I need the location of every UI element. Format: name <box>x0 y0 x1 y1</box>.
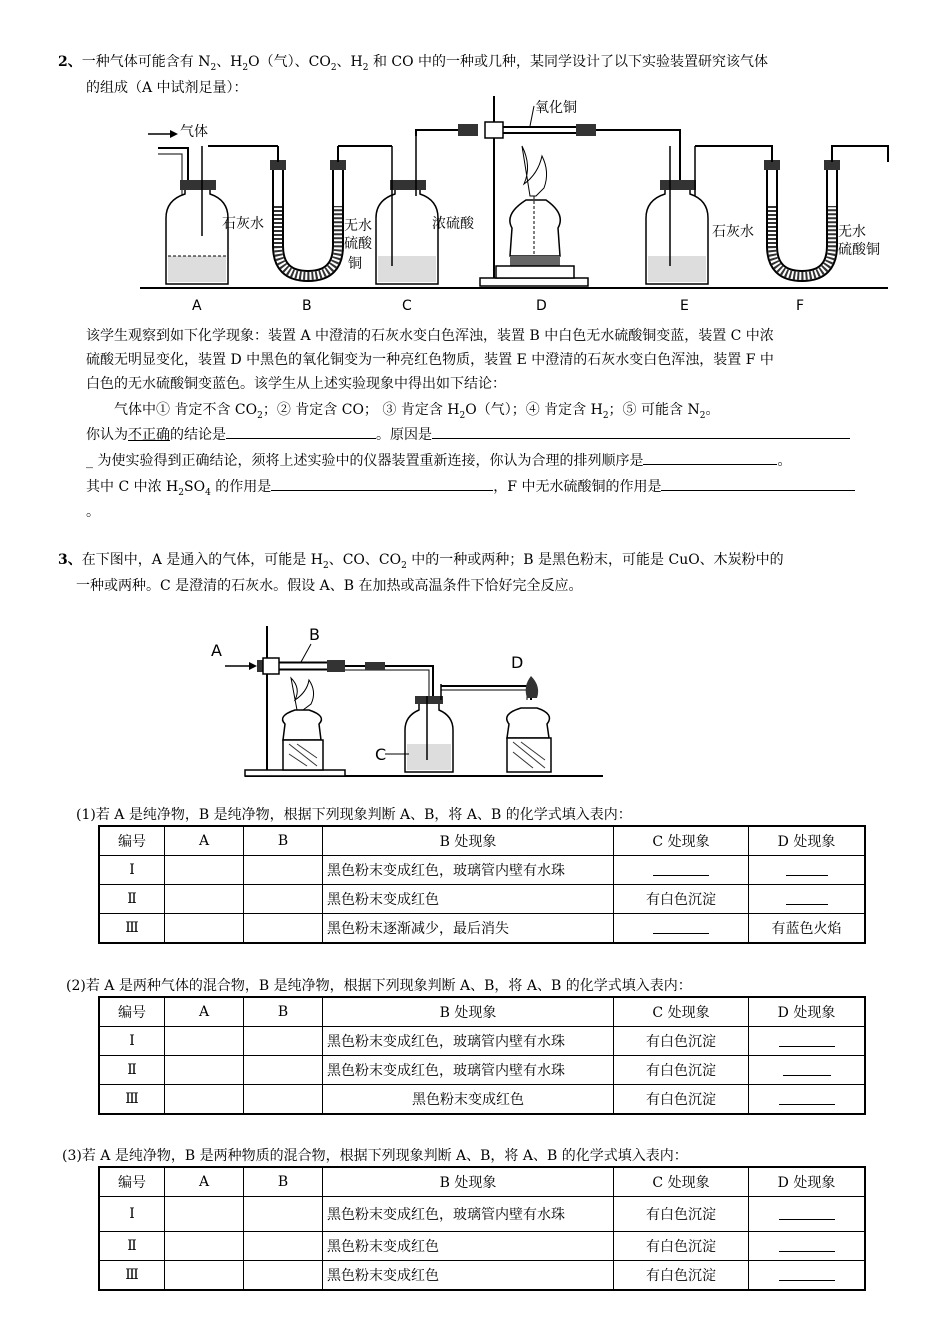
answer-cell-d[interactable] <box>749 1261 866 1291</box>
table-row <box>99 1027 865 1056</box>
conc-acid-label: 浓硫酸 <box>432 216 474 232</box>
letter-a: A <box>192 298 202 314</box>
q2-line-2: 的组成（A 中试剂足量）： <box>86 80 248 96</box>
header-a: A <box>165 826 244 856</box>
c-phenomenon: 有白色沉淀 <box>614 1232 749 1261</box>
answer-cell-b[interactable] <box>244 856 323 885</box>
header-no: 编号 <box>99 826 165 856</box>
question-line-4: 。 <box>86 504 100 520</box>
c-phenomenon: 有白色沉淀 <box>614 885 749 914</box>
letter-c: C <box>402 298 412 314</box>
row-number: Ⅲ <box>99 914 165 944</box>
answer-cell-a[interactable] <box>165 885 244 914</box>
answer-cell-c[interactable] <box>614 856 749 885</box>
conclusion-text: O（气）；④ 肯定含 H <box>465 402 603 418</box>
b-phenomenon: 黑色粉末逐渐减少，最后消失 <box>323 914 614 944</box>
answer-cell-a[interactable] <box>165 914 244 944</box>
row-number: Ⅰ <box>99 1197 165 1232</box>
table-part-2 <box>98 996 866 1115</box>
conclusion-text: 。 <box>705 402 720 418</box>
answer-cell-b[interactable] <box>244 1232 323 1261</box>
table-row <box>99 856 865 885</box>
header-c-phenomenon: C 处现象 <box>614 1167 749 1197</box>
table-row <box>99 1232 865 1261</box>
obs-line: 该学生观察到如下化学现象：装置 A 中澄清的石灰水变白色浑浊，装置 B 中白色无水硫酸铜变蓝，装置 C 中浓 <box>86 328 774 344</box>
b-phenomenon: 黑色粉末变成红色，玻璃管内壁有水珠 <box>323 1056 614 1085</box>
part-1-prompt: (1)若 A 是纯净物，B 是纯净物，根据下列现象判断 A、B，将 A、B 的化学式填入表内： <box>76 807 632 823</box>
header-b: B <box>244 1167 323 1197</box>
header-b: B <box>244 997 323 1027</box>
q2-text: 、H <box>336 54 363 70</box>
question-line-2 <box>86 450 791 471</box>
apparatus-figure-1 <box>140 96 890 316</box>
header-d-phenomenon: D 处现象 <box>749 826 866 856</box>
answer-blank-reason[interactable] <box>432 424 850 439</box>
answer-blank-acid-role[interactable] <box>271 476 493 491</box>
letter-d: D <box>536 298 547 314</box>
answer-cell-b[interactable] <box>244 1261 323 1291</box>
b-phenomenon: 黑色粉末变成红色，玻璃管内壁有水珠 <box>323 1197 614 1232</box>
answer-cell-d[interactable] <box>749 1085 866 1115</box>
conclusions-line: 气体中① 肯定不含 $CO_2$；② 肯定含 CO； ③ 肯定含 $H_2O$（气）；④ 肯定含 $H_2$；⑤ 可能含 $N_2$。 <box>114 402 720 421</box>
q-text: _ 为使实验得到正确结论，须将上述实验中的仪器装置重新连接，你认为合理的排列顺序是 <box>86 453 644 469</box>
header-d-phenomenon: D 处现象 <box>749 1167 866 1197</box>
header-b: B <box>244 826 323 856</box>
q-text: 。原因是 <box>376 427 432 443</box>
answer-cell-b[interactable] <box>244 885 323 914</box>
q-text: 。 <box>777 453 792 469</box>
letter-f: F <box>796 298 805 314</box>
answer-cell-d[interactable] <box>749 856 866 885</box>
table-header-row <box>99 997 865 1027</box>
answer-cell-a[interactable] <box>165 1197 244 1232</box>
limewater-label: 石灰水 <box>222 216 264 232</box>
table-row <box>99 1261 865 1291</box>
table-row <box>99 1085 865 1115</box>
row-number: Ⅱ <box>99 1232 165 1261</box>
q2-text: O（气）、CO <box>248 54 331 70</box>
header-d-phenomenon: D 处现象 <box>749 997 866 1027</box>
b-phenomenon: 黑色粉末变成红色 <box>323 1232 614 1261</box>
question-line-3: 其中 C 中浓 $H_2SO_4$ 的作用是 ，F 中无水硫酸铜的作用是 <box>86 476 855 503</box>
table-row <box>99 914 865 944</box>
q-text: 的结论是 <box>170 427 226 443</box>
q-text: SO <box>184 479 206 495</box>
answer-cell-a[interactable] <box>165 1232 244 1261</box>
header-a: A <box>165 1167 244 1197</box>
answer-cell-a[interactable] <box>165 856 244 885</box>
apparatus-figure-2 <box>205 620 605 782</box>
table-header-row <box>99 826 865 856</box>
answer-cell-b[interactable] <box>244 914 323 944</box>
answer-cell-b[interactable] <box>244 1027 323 1056</box>
c-phenomenon: 有白色沉淀 <box>614 1085 749 1115</box>
answer-cell-b[interactable] <box>244 1056 323 1085</box>
q3-text: 在下图中，A 是通入的气体，可能是 H <box>81 552 323 568</box>
bottle-e <box>646 146 754 284</box>
bottle-a <box>166 146 264 284</box>
q2-text: 和 CO 中的一种或几种，某同学设计了以下实验装置研究该气体 <box>368 54 769 70</box>
b-phenomenon: 黑色粉末变成红色 <box>323 1261 614 1291</box>
anhydrous-label: 硫酸 <box>344 236 372 252</box>
conclusion-text: ；⑤ 可能含 N <box>608 402 700 418</box>
q2-line-1: 2、一种气体可能含有 $N_2$、$H_2O$（气）、$CO_2$、$H_2$ 和 CO 中的一种或几种，某同学设计了以下实验装置研究该气体 <box>58 54 769 73</box>
table-header-row <box>99 1167 865 1197</box>
row-number: Ⅱ <box>99 1056 165 1085</box>
u-tube-f <box>695 146 888 276</box>
answer-blank-order[interactable] <box>643 450 777 465</box>
b-phenomenon: 黑色粉末变成红色 <box>323 885 614 914</box>
header-b-phenomenon: B 处现象 <box>323 1167 614 1197</box>
table-part-3 <box>98 1166 866 1291</box>
letter-e: E <box>680 298 689 314</box>
copper-oxide-label: 氧化铜 <box>535 100 577 116</box>
table-part-1 <box>98 825 866 944</box>
q3-text: 、CO、CO <box>328 552 402 568</box>
anhydrous-label: 铜 <box>348 256 362 272</box>
q2-text: 一种气体可能含有 N <box>81 54 211 70</box>
row-number: Ⅰ <box>99 1027 165 1056</box>
part-3-prompt: (3)若 A 是纯净物，B 是两种物质的混合物，根据下列现象判断 A、B，将 A、B 的化学式填入表内： <box>62 1148 688 1164</box>
table-row <box>99 1056 865 1085</box>
q3-line-1: 3、在下图中，A 是通入的气体，可能是 $H_2$、CO、$CO_2$ 中的一种或两种；B 是黑色粉末，可能是 CuO、木炭粉中的 <box>58 552 784 571</box>
row-number: Ⅰ <box>99 856 165 885</box>
answer-cell-d[interactable] <box>749 1232 866 1261</box>
answer-cell-b[interactable] <box>244 1197 323 1232</box>
burner-d <box>458 96 596 286</box>
row-number: Ⅲ <box>99 1085 165 1115</box>
limewater-e-label: 石灰水 <box>712 224 754 240</box>
d-phenomenon: 有蓝色火焰 <box>749 914 866 944</box>
row-number: Ⅱ <box>99 885 165 914</box>
q2-text: 、H <box>216 54 243 70</box>
gas-label: 气体 <box>180 124 208 140</box>
obs-line: 硫酸无明显变化，装置 D 中黑色的氧化铜变为一种亮红色物质，装置 E 中澄清的石灰水变白色浑浊，装置 F 中 <box>86 352 774 368</box>
conclusion-text: ；② 肯定含 CO； ③ 肯定含 H <box>262 402 460 418</box>
label-c: C <box>375 745 387 764</box>
header-a: A <box>165 997 244 1027</box>
table-row <box>99 885 865 914</box>
conclusion-text: 气体中① 肯定不含 CO <box>114 402 258 418</box>
anhydrous-f-label: 硫酸铜 <box>838 242 880 258</box>
label-b: B <box>309 625 320 644</box>
answer-cell-a[interactable] <box>165 1056 244 1085</box>
answer-cell-b[interactable] <box>244 1085 323 1115</box>
answer-cell-d[interactable] <box>749 1056 866 1085</box>
bottle-c <box>376 136 475 284</box>
answer-cell-a[interactable] <box>165 1027 244 1056</box>
b-phenomenon: 黑色粉末变成红色，玻璃管内壁有水珠 <box>323 1027 614 1056</box>
row-number: Ⅲ <box>99 1261 165 1291</box>
q-text-underlined: 不正确 <box>128 427 170 443</box>
c-phenomenon: 有白色沉淀 <box>614 1261 749 1291</box>
b-phenomenon: 黑色粉末变成红色 <box>323 1085 614 1115</box>
answer-cell-a[interactable] <box>165 1261 244 1291</box>
answer-blank-incorrect[interactable] <box>226 424 376 439</box>
q3-text: 中的一种或两种；B 是黑色粉末，可能是 CuO、木炭粉中的 <box>406 552 784 568</box>
q-text: 你认为 <box>86 427 128 443</box>
c-phenomenon: 有白色沉淀 <box>614 1027 749 1056</box>
header-no: 编号 <box>99 997 165 1027</box>
q3-line-2: 一种或两种。C 是澄清的石灰水。假设 A、B 在加热或高温条件下恰好完全反应。 <box>76 578 583 594</box>
header-no: 编号 <box>99 1167 165 1197</box>
part-2-prompt: (2)若 A 是两种气体的混合物，B 是纯净物，根据下列现象判断 A、B，将 A、B 的化学式填入表内： <box>66 978 692 994</box>
q2-number: 2、 <box>58 54 82 70</box>
obs-line: 白色的无水硫酸铜变蓝色。该学生从上述实验现象中得出如下结论： <box>86 376 506 392</box>
q3-number: 3、 <box>58 552 82 568</box>
table-row <box>99 1197 865 1232</box>
answer-cell-d[interactable] <box>749 1027 866 1056</box>
label-a: A <box>211 641 222 660</box>
letter-b: B <box>302 298 312 314</box>
answer-blank-cuso4-role[interactable] <box>661 476 855 491</box>
anhydrous-label: 无水 <box>344 218 372 234</box>
answer-cell-d[interactable] <box>749 1197 866 1232</box>
label-d: D <box>511 653 524 672</box>
answer-cell-d[interactable] <box>749 885 866 914</box>
q-text: ，F 中无水硫酸铜的作用是 <box>493 479 662 495</box>
question-line-1 <box>86 424 850 445</box>
q-text: 其中 C 中浓 H <box>86 479 179 495</box>
b-phenomenon: 黑色粉末变成红色，玻璃管内壁有水珠 <box>323 856 614 885</box>
header-b-phenomenon: B 处现象 <box>323 997 614 1027</box>
q-text: 的作用是 <box>210 479 272 495</box>
c-phenomenon: 有白色沉淀 <box>614 1056 749 1085</box>
u-tube-b <box>208 146 392 276</box>
header-c-phenomenon: C 处现象 <box>614 826 749 856</box>
answer-cell-c[interactable] <box>614 914 749 944</box>
anhydrous-f-label: 无水 <box>838 224 866 240</box>
header-c-phenomenon: C 处现象 <box>614 997 749 1027</box>
header-b-phenomenon: B 处现象 <box>323 826 614 856</box>
c-phenomenon: 有白色沉淀 <box>614 1197 749 1232</box>
answer-cell-a[interactable] <box>165 1085 244 1115</box>
